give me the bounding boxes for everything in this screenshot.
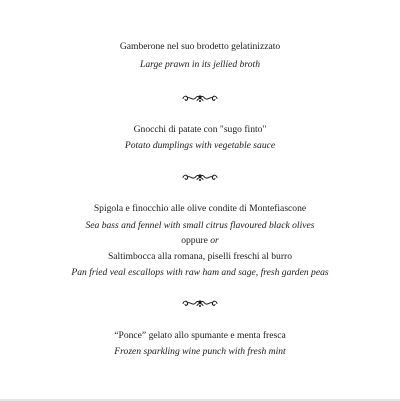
course-4-italian: “Ponce” gelato allo spumante e menta fresca	[114, 330, 286, 341]
course-2-english: Potato dumplings with vegetable sauce	[124, 140, 276, 151]
separator-italian: oppure	[181, 235, 211, 246]
separator-english: or	[210, 235, 219, 246]
course-1-english: Large prawn in its jellied broth	[139, 59, 260, 70]
scroll-flourish-icon	[181, 94, 219, 103]
scroll-flourish-icon	[181, 299, 219, 308]
scroll-flourish-icon	[181, 173, 219, 182]
course-4-english: Frozen sparkling wine punch with fresh mint	[114, 346, 286, 357]
course-3-english: Sea bass and fennel with small citrus flavoured black olives	[85, 220, 315, 231]
course-2-italian: Gnocchi di patate con "sugo finto"	[133, 124, 267, 135]
course-1-italian: Gamberone nel suo brodetto gelatinizzato	[119, 41, 281, 52]
course-3-separator	[0, 235, 400, 247]
course-3-alt-italian: Saltimbocca alla romana, piselli freschi al burro	[107, 251, 293, 262]
course-3-alt-english: Pan fried veal escallops with raw ham and sage, fresh garden peas	[71, 267, 329, 278]
course-3-italian: Spigola e finocchio alle olive condite di Montefiascone	[93, 203, 307, 214]
